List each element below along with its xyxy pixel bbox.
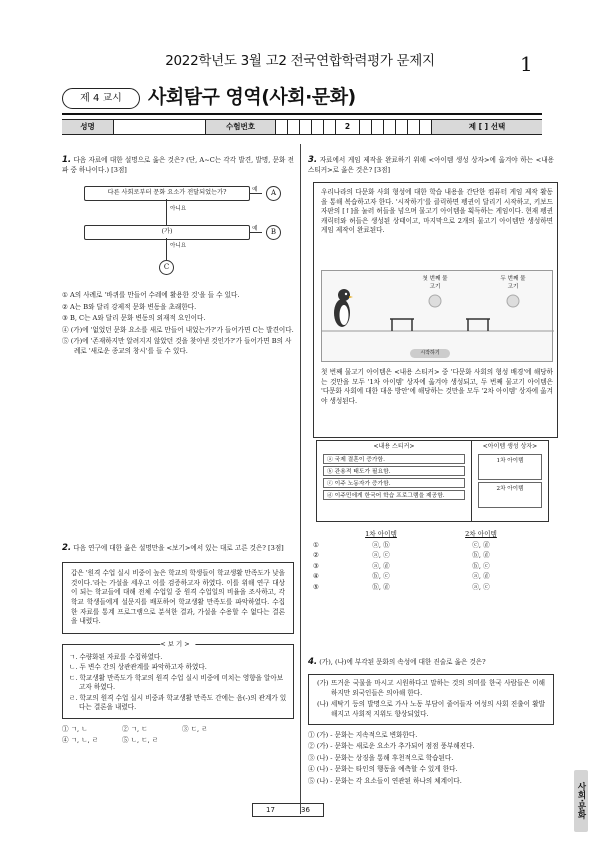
period-badge: 제 4 교시 xyxy=(62,88,140,109)
gen-box-2[interactable]: 2차 아이템 xyxy=(478,482,542,508)
exam-no-cell[interactable] xyxy=(288,120,300,134)
exam-no-cell[interactable] xyxy=(312,120,324,134)
bogi-item: ㄷ. 학교생활 만족도가 학교의 원격 수업 실시 비중에 미치는 영향을 알아보고자 하였다. xyxy=(69,673,284,692)
question-number: 4. xyxy=(308,657,318,667)
option-1[interactable]: ① ㄱ, ㄴ xyxy=(62,724,88,733)
name-label: 성명 xyxy=(62,120,114,134)
info-bar xyxy=(62,119,542,135)
fish-item-icon xyxy=(429,295,441,307)
question-number: 2. xyxy=(62,543,72,553)
q3-sticker-table xyxy=(316,440,549,522)
q2-options xyxy=(62,725,294,746)
bogi-item: ㄱ. 수량화된 자료를 수집하였다. xyxy=(69,652,163,661)
q4-box-a: (가) 뜨거운 국물을 마시고 시원하다고 말하는 것의 의미를 한국 사람들은 이해하지만 외국인들은 의아해 한다. xyxy=(317,679,545,697)
page-total: 36 xyxy=(301,806,310,814)
sticker-column xyxy=(317,441,472,521)
option-3[interactable]: ③ B, C는 A와 달리 문화 변동의 외재적 요인이다. xyxy=(62,314,206,323)
option-4[interactable]: ④ ㄱ, ㄴ, ㄹ xyxy=(62,736,99,745)
flow-top-box: 다른 사회로부터 문화 요소가 전달되었는가? xyxy=(84,186,250,201)
col-head-2: 2차 아이템 xyxy=(465,530,497,538)
exam-no-digit: 2 xyxy=(336,120,360,134)
q3-answers: 1차 아이템 2차 아이템 ① ⓐ, ⓑ ⓒ, ⓓ ② ⓐ, ⓒ ⓑ, ⓓ ③ ⓐ, ⓓ ⓑ, ⓒ ④ ⓑ, ⓒ ⓐ, ⓓ ⑤ ⓑ, ⓓ ⓐ, ⓒ xyxy=(313,530,531,592)
q3-box-text: 우리나라의 다문화 사회 형성에 대한 학습 내용을 간단한 컴퓨터 게임 제작 활동을 통해 복습하고자 한다. '시작하기'를 클릭하면 펭귄이 달리기 시작하고, 키보드 자판의 [↑]을 눌러 허들을 넘으며 물고기 아이템을 획득하는 게임이다. 현재 펭귄 캐릭터와 허들은 생성된 상태이고, 마지막으로 2개의 물고기 아이템만 생성하면 게임 제작이 완료된다. xyxy=(321,188,553,235)
question-4-stem: 4. (가), (나)에 부각된 문화의 속성에 대한 진술로 옳은 것은? xyxy=(308,657,486,667)
start-button[interactable]: 시작하기 xyxy=(410,349,450,358)
option-1[interactable]: ① A의 사례로 '바퀴를 만들어 수레에 활용한 것'을 들 수 있다. xyxy=(62,291,240,299)
hurdle-icon xyxy=(466,319,490,331)
sticker-d[interactable]: ⓓ 이주민에게 한국어 학습 프로그램을 제공함. xyxy=(323,490,465,500)
option-2[interactable]: ② xyxy=(313,551,319,560)
option-3[interactable]: ③ ㄷ, ㄹ xyxy=(182,724,208,733)
page-current: 17 xyxy=(266,806,275,814)
option-2[interactable]: ② A는 B와 달리 강제적 문화 변동을 초래한다. xyxy=(62,302,197,311)
name-field[interactable] xyxy=(114,120,206,134)
exam-title: 2022학년도 3월 고2 전국연합학력평가 문제지 xyxy=(165,53,435,69)
header-rule xyxy=(62,113,542,115)
option-4[interactable]: ④ (나) - 문화는 타인의 행동을 예측할 수 있게 한다. xyxy=(308,765,458,774)
question-number: 1. xyxy=(62,155,72,165)
q4-options xyxy=(308,731,554,787)
exam-no-cell[interactable] xyxy=(360,120,372,134)
exam-no-cell[interactable] xyxy=(396,120,408,134)
exam-no-cell[interactable] xyxy=(300,120,312,134)
gen-box-1[interactable]: 1차 아이템 xyxy=(478,454,542,480)
q4-box-b: (나) 세탁기 등의 발명으로 가사 노동 부담이 줄어들자 여성의 사회 진출이 활발해지고 사회적 지위도 향상되었다. xyxy=(317,700,545,718)
label-b: B xyxy=(266,225,281,240)
exam-no-cell[interactable] xyxy=(408,120,420,134)
exam-no-cell[interactable] xyxy=(372,120,384,134)
game-screen xyxy=(321,270,553,362)
label-c: C xyxy=(159,260,174,275)
q2-bogi-box xyxy=(62,639,294,719)
sticker-b[interactable]: ⓑ 관용적 태도가 필요함. xyxy=(323,466,465,476)
question-number: 3. xyxy=(308,155,318,165)
question-4 xyxy=(308,656,554,786)
exam-no-cell[interactable] xyxy=(420,120,432,134)
q3-box-text-2: 첫 번째 물고기 아이템은 <내용 스티커> 중 '다문화 사회의 형성 배경'에 해당하는 것만을 모두 '1차 아이템' 상자에 옮겨야 생성되고, 두 번째 물고기 아이템은 '다문화 사회에 대한 대응 방안'에 해당하는 것만을 모두 '2차 아이템' 상자에 옮겨야 생성된다. xyxy=(321,368,553,405)
penguin-icon xyxy=(334,289,353,327)
option-2[interactable]: ② (가) - 문화는 새로운 요소가 추가되어 점점 풍부해진다. xyxy=(308,742,475,751)
generator-column xyxy=(472,441,548,521)
question-2 xyxy=(62,542,294,746)
exam-no-cell[interactable] xyxy=(276,120,288,134)
option-5[interactable]: ⑤ xyxy=(313,582,319,591)
fish-item-icon xyxy=(507,295,519,307)
option-3[interactable]: ③ (나) - 문화는 상징을 통해 후천적으로 학습된다. xyxy=(308,753,454,762)
option-1[interactable]: ① (가) - 문화는 지속적으로 변화한다. xyxy=(308,730,418,739)
option-5[interactable]: ⑤ (가)에 '존재하지만 알려지지 않았던 것을 찾아낸 것인가?'가 들어가면 B의 사례로 '새로운 종교의 창시'를 들 수 있다. xyxy=(62,337,292,355)
sticker-head: <내용 스티커> xyxy=(373,443,415,450)
sticker-c[interactable]: ⓒ 이주 노동자가 증가함. xyxy=(323,478,465,488)
generator-head: <아이템 생성 상자> xyxy=(482,443,538,450)
q1-options xyxy=(62,289,294,356)
option-2[interactable]: ② ㄱ, ㄷ xyxy=(122,724,148,733)
bogi-item: ㄴ. 두 변수 간의 상관관계를 파악하고자 하였다. xyxy=(69,663,207,672)
item2-label: 두 번째 물고기 xyxy=(500,276,526,291)
page-number xyxy=(252,803,324,817)
option-4[interactable]: ④ (가)에 '없었던 문화 요소를 새로 만들어 내었는가?'가 들어가면 C는 발견이다. xyxy=(62,325,294,334)
option-1[interactable]: ① xyxy=(313,540,319,549)
select-label: 제 [ ] 선택 xyxy=(432,120,542,134)
question-1-stem: 1. 다음 자료에 대한 설명으로 옳은 것은? (단, A~C는 각각 발견, 발명, 문화 전파 중 하나이다.) [3점] xyxy=(62,155,294,175)
bogi-label: < 보 기 > xyxy=(160,640,195,649)
column-divider xyxy=(300,144,301,814)
bogi-item: ㄹ. 학교의 원격 수업 실시 비중과 학교생활 만족도 간에는 음(-)의 관계가 있다는 결론을 내렸다. xyxy=(69,693,287,712)
exam-no-cell[interactable] xyxy=(324,120,336,134)
q4-source-box xyxy=(308,674,554,724)
subject-title: 사회탐구 영역(사회·문화) xyxy=(148,86,356,108)
sticker-a[interactable]: ⓐ 국제 결혼이 증가함. xyxy=(323,454,465,464)
option-5[interactable]: ⑤ (나) - 문화는 각 요소들이 연관된 하나의 체계이다. xyxy=(308,776,462,785)
label-a: A xyxy=(266,186,281,201)
subject-side-tab: 사회·문화 xyxy=(574,770,588,832)
question-2-stem: 2. 다음 연구에 대한 옳은 설명만을 <보기>에서 있는 대로 고른 것은? [3점] xyxy=(62,543,284,553)
page-mark: 1 xyxy=(520,52,533,76)
item1-label: 첫 번째 물고기 xyxy=(422,276,448,291)
question-3 xyxy=(308,154,554,176)
question-1 xyxy=(62,154,294,176)
q1-flowchart: 다른 사회로부터 문화 요소가 전달되었는가? 예 A 아니요 (가) 예 B 아니요 C xyxy=(76,186,296,282)
q2-research-box: 갑은 '원격 수업 실시 비중이 높은 학교의 학생들이 학교생활 만족도가 낮을 것이다.'라는 가설을 세우고 이를 검증하고자 하였다. 이를 위해 연구 대상이 되는 학교들에 대해 전체 수업일 중 원격 수업일의 비율을 조사하고, 각 학교 학생들에게 설문지를 배포하여 학교생활 만족도를 파악하였다. 수집한 자료를 통계 프로그램으로 분석한 결과, 가설을 수용할 수 없다는 결론을 내렸다. xyxy=(62,562,294,633)
option-4[interactable]: ④ xyxy=(313,572,319,581)
flow-mid-box: (가) xyxy=(84,225,250,240)
exam-no-label: 수험번호 xyxy=(206,120,276,134)
option-3[interactable]: ③ xyxy=(313,561,319,570)
option-5[interactable]: ⑤ ㄴ, ㄷ, ㄹ xyxy=(122,736,159,745)
col-head-1: 1차 아이템 xyxy=(365,530,397,538)
question-3-stem: 3. 자료에서 게임 제작을 완료하기 위해 <아이템 생성 상자>에 옮겨야 하는 <내용 스티커>로 옳은 것은? [3점] xyxy=(308,155,554,175)
exam-no-cell[interactable] xyxy=(384,120,396,134)
hurdle-icon xyxy=(390,319,414,331)
